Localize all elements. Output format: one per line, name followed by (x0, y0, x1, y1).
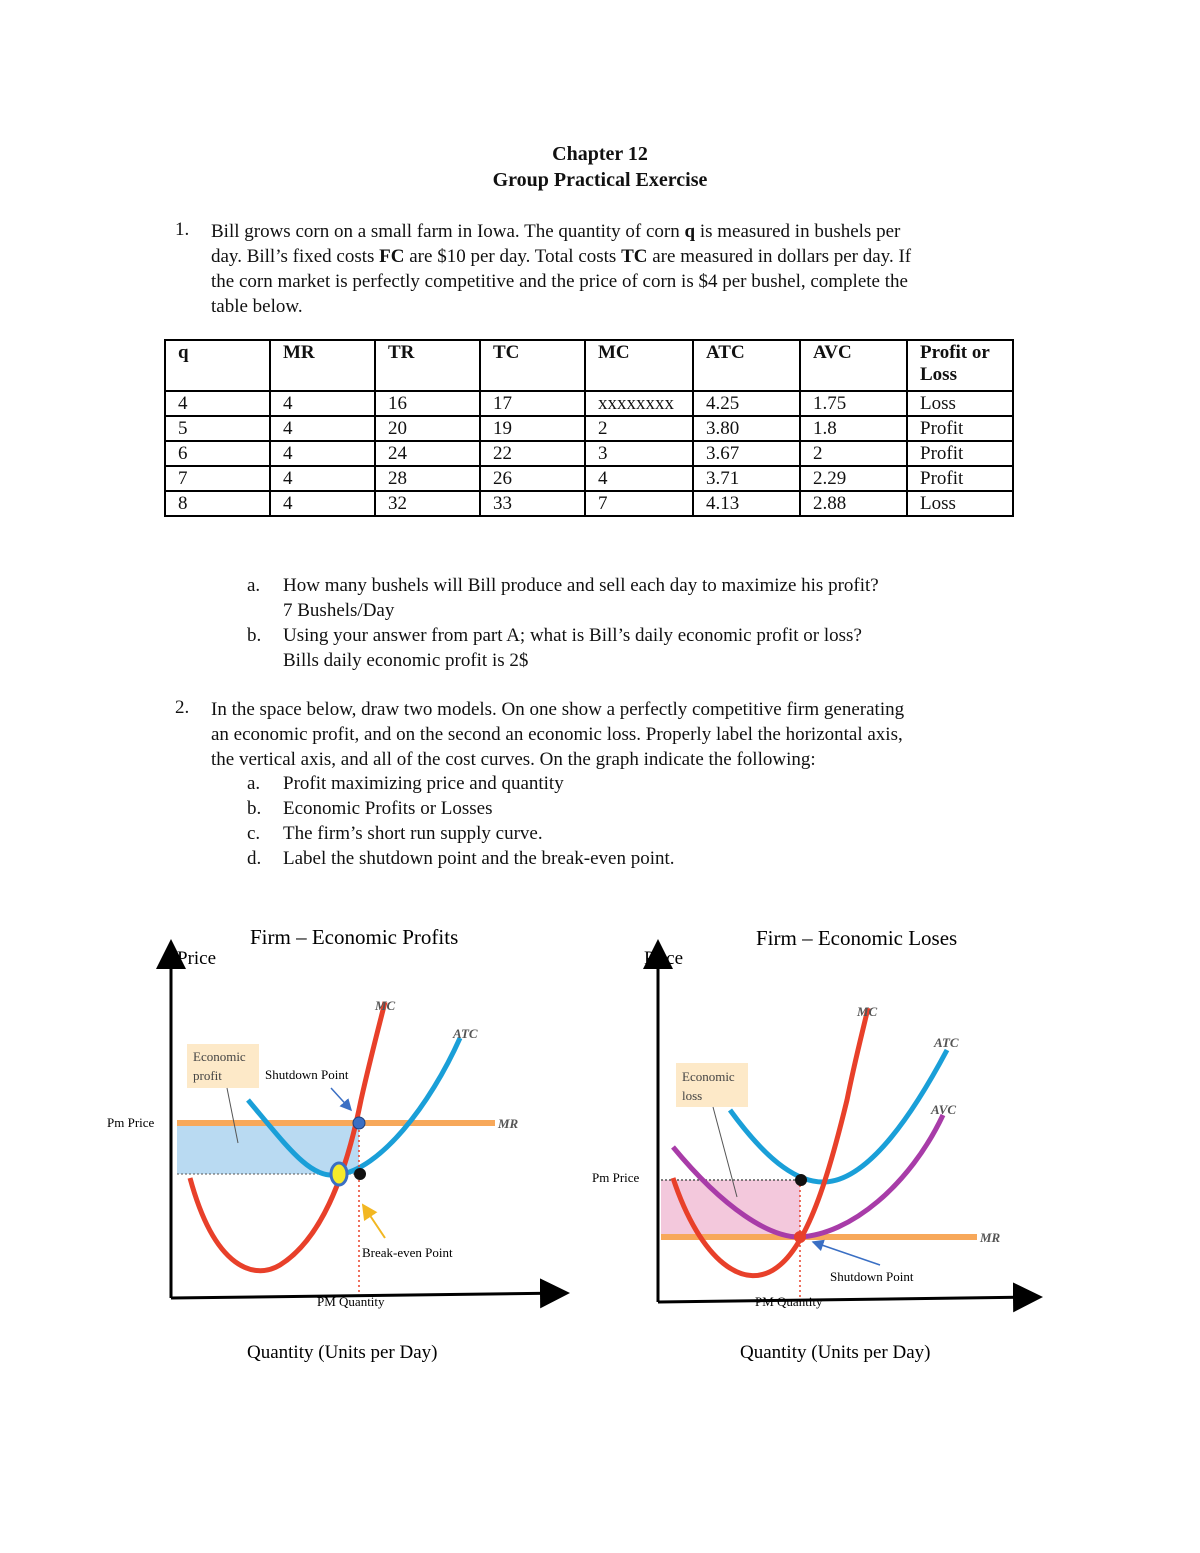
table-cell: 2.88 (800, 491, 907, 516)
table-cell: 4 (270, 416, 375, 441)
economic-profit-label-1: Economic (193, 1049, 246, 1064)
y-axis-label: Price (644, 948, 684, 969)
table-cell: 4 (270, 491, 375, 516)
q1b-letter: b. (247, 625, 262, 646)
pm-price-label: Pm Price (107, 1115, 155, 1130)
table-cell: 1.75 (800, 391, 907, 416)
table-cell: 8 (165, 491, 270, 516)
table-header: q (165, 340, 270, 391)
table-row (165, 391, 1013, 416)
q1-line-2: day. Bill’s fixed costs FC are $10 per day. Total costs TC are measured in dollars per day. If (211, 246, 912, 267)
graph-economic-losses (585, 920, 1055, 1370)
q2-text (211, 697, 1031, 772)
q1b-question: Using your answer from part A; what is Bill’s daily economic profit or loss? (283, 625, 862, 646)
table-cell: 3.80 (693, 416, 800, 441)
break-even-arrow (363, 1205, 385, 1238)
q1a-letter: a. (247, 575, 261, 596)
table-header: TR (375, 340, 480, 391)
table-row (165, 491, 1013, 516)
table-cell: Loss (907, 491, 1013, 516)
table-row (165, 466, 1013, 491)
exercise-subtitle: Group Practical Exercise (492, 169, 708, 191)
table-cell: 3.67 (693, 441, 800, 466)
chapter-title: Chapter 12 (552, 143, 648, 165)
table-cell: 6 (165, 441, 270, 466)
graph1-title: Firm – Economic Profits (250, 925, 459, 949)
atc-label: ATC (934, 1035, 959, 1050)
table-cell: 16 (375, 391, 480, 416)
q1-text (211, 219, 1031, 319)
x-axis-label: Quantity (Units per Day) (740, 1342, 931, 1363)
table-cell: 4 (165, 391, 270, 416)
table-cell: Profit (907, 441, 1013, 466)
table-cell: 3 (585, 441, 693, 466)
economic-loss-label-1: Economic (682, 1069, 735, 1084)
q2c-text: The firm’s short run supply curve. (283, 823, 543, 844)
shutdown-label: Shutdown Point (830, 1269, 914, 1284)
q2a-letter: a. (247, 773, 261, 794)
q1a-question: How many bushels will Bill produce and sell each day to maximize his profit? (283, 575, 879, 596)
table-cell: xxxxxxxx (585, 391, 693, 416)
table-cell: 4 (270, 391, 375, 416)
table-row (165, 416, 1013, 441)
q2d-text: Label the shutdown point and the break-even point. (283, 848, 675, 869)
table-cell: 4 (270, 441, 375, 466)
table-cell: 3.71 (693, 466, 800, 491)
q2-number: 2. (175, 697, 190, 718)
shutdown-arrow (813, 1242, 880, 1265)
table-cell: 7 (165, 466, 270, 491)
table-header: TC (480, 340, 585, 391)
table-cell: 19 (480, 416, 585, 441)
break-even-point (331, 1163, 347, 1185)
pm-price-label: Pm Price (592, 1170, 640, 1185)
q2a-text: Profit maximizing price and quantity (283, 773, 564, 794)
graph2-title: Firm – Economic Loses (756, 926, 958, 950)
table-cell: 22 (480, 441, 585, 466)
table-row (165, 441, 1013, 466)
table-cell: 4 (270, 466, 375, 491)
table-cell: 32 (375, 491, 480, 516)
table-cell: Profit (907, 416, 1013, 441)
q1-line-1 (211, 219, 1031, 244)
q1-line-4: table below. (211, 296, 303, 317)
table-cell: 7 (585, 491, 693, 516)
table-cell: 1.8 (800, 416, 907, 441)
q1a-answer: 7 Bushels/Day (283, 600, 395, 621)
q2c-letter: c. (247, 823, 261, 844)
q2b-text: Economic Profits or Losses (283, 798, 493, 819)
avc-label: AVC (931, 1102, 957, 1117)
atc-mc-point (795, 1174, 807, 1186)
table-cell: 4 (585, 466, 693, 491)
q2d-letter: d. (247, 848, 262, 869)
table-cell: 28 (375, 466, 480, 491)
table-header-row (165, 340, 1013, 391)
q2-line-2: an economic profit, and on the second an economic loss. Properly label the horizontal axis, (211, 724, 903, 745)
mr-label: MR (498, 1116, 519, 1131)
x-axis (658, 1297, 1040, 1302)
table-cell: Loss (907, 391, 1013, 416)
break-even-label: Break-even Point (362, 1245, 453, 1260)
table-cell: 5 (165, 416, 270, 441)
table-cell: Profit (907, 466, 1013, 491)
economic-profit-label-2: profit (193, 1068, 222, 1083)
q2b-letter: b. (247, 798, 262, 819)
graph-economic-profits (95, 920, 585, 1370)
atc-mc-point (354, 1168, 366, 1180)
table-cell: 2.29 (800, 466, 907, 491)
table-cell: 24 (375, 441, 480, 466)
q1-number: 1. (175, 219, 190, 240)
cost-table (164, 339, 1014, 517)
table-header: MC (585, 340, 693, 391)
table-cell: 20 (375, 416, 480, 441)
q2-line-3: the vertical axis, and all of the cost curves. On the graph indicate the following: (211, 749, 816, 770)
atc-label: ATC (453, 1026, 478, 1041)
mc-label: MC (375, 998, 396, 1013)
table-cell: 26 (480, 466, 585, 491)
mr-label: MR (980, 1230, 1001, 1245)
table-cell: 2 (585, 416, 693, 441)
shutdown-label: Shutdown Point (265, 1067, 349, 1082)
y-axis-label: Price (177, 948, 217, 969)
table-cell: 4.13 (693, 491, 800, 516)
pm-quantity-label: PM Quantity (755, 1294, 823, 1309)
table-cell: 33 (480, 491, 585, 516)
q1b-answer: Bills daily economic profit is 2$ (283, 650, 529, 671)
q1-line-3: the corn market is perfectly competitive and the price of corn is $4 per bushel, complete the (211, 271, 908, 292)
q2-line-1: In the space below, draw two models. On one show a perfectly competitive firm generating (211, 699, 905, 720)
table-cell: 4.25 (693, 391, 800, 416)
economic-loss-area (661, 1180, 800, 1237)
q1-line-1-text: Bill grows corn on a small farm in Iowa. The quantity of corn q is measured in bushels per (211, 221, 901, 242)
shutdown-point (794, 1231, 806, 1243)
table-cell: 17 (480, 391, 585, 416)
table-header: MR (270, 340, 375, 391)
economic-loss-label-2: loss (682, 1088, 703, 1103)
table-header: AVC (800, 340, 907, 391)
table-header: Profit or Loss (907, 340, 1013, 391)
mr-mc-point (353, 1117, 365, 1129)
table-header: ATC (693, 340, 800, 391)
x-axis-label: Quantity (Units per Day) (247, 1342, 438, 1363)
shutdown-arrow (331, 1088, 351, 1110)
pm-quantity-label: PM Quantity (317, 1294, 385, 1309)
mc-label: MC (857, 1004, 878, 1019)
table-cell: 2 (800, 441, 907, 466)
